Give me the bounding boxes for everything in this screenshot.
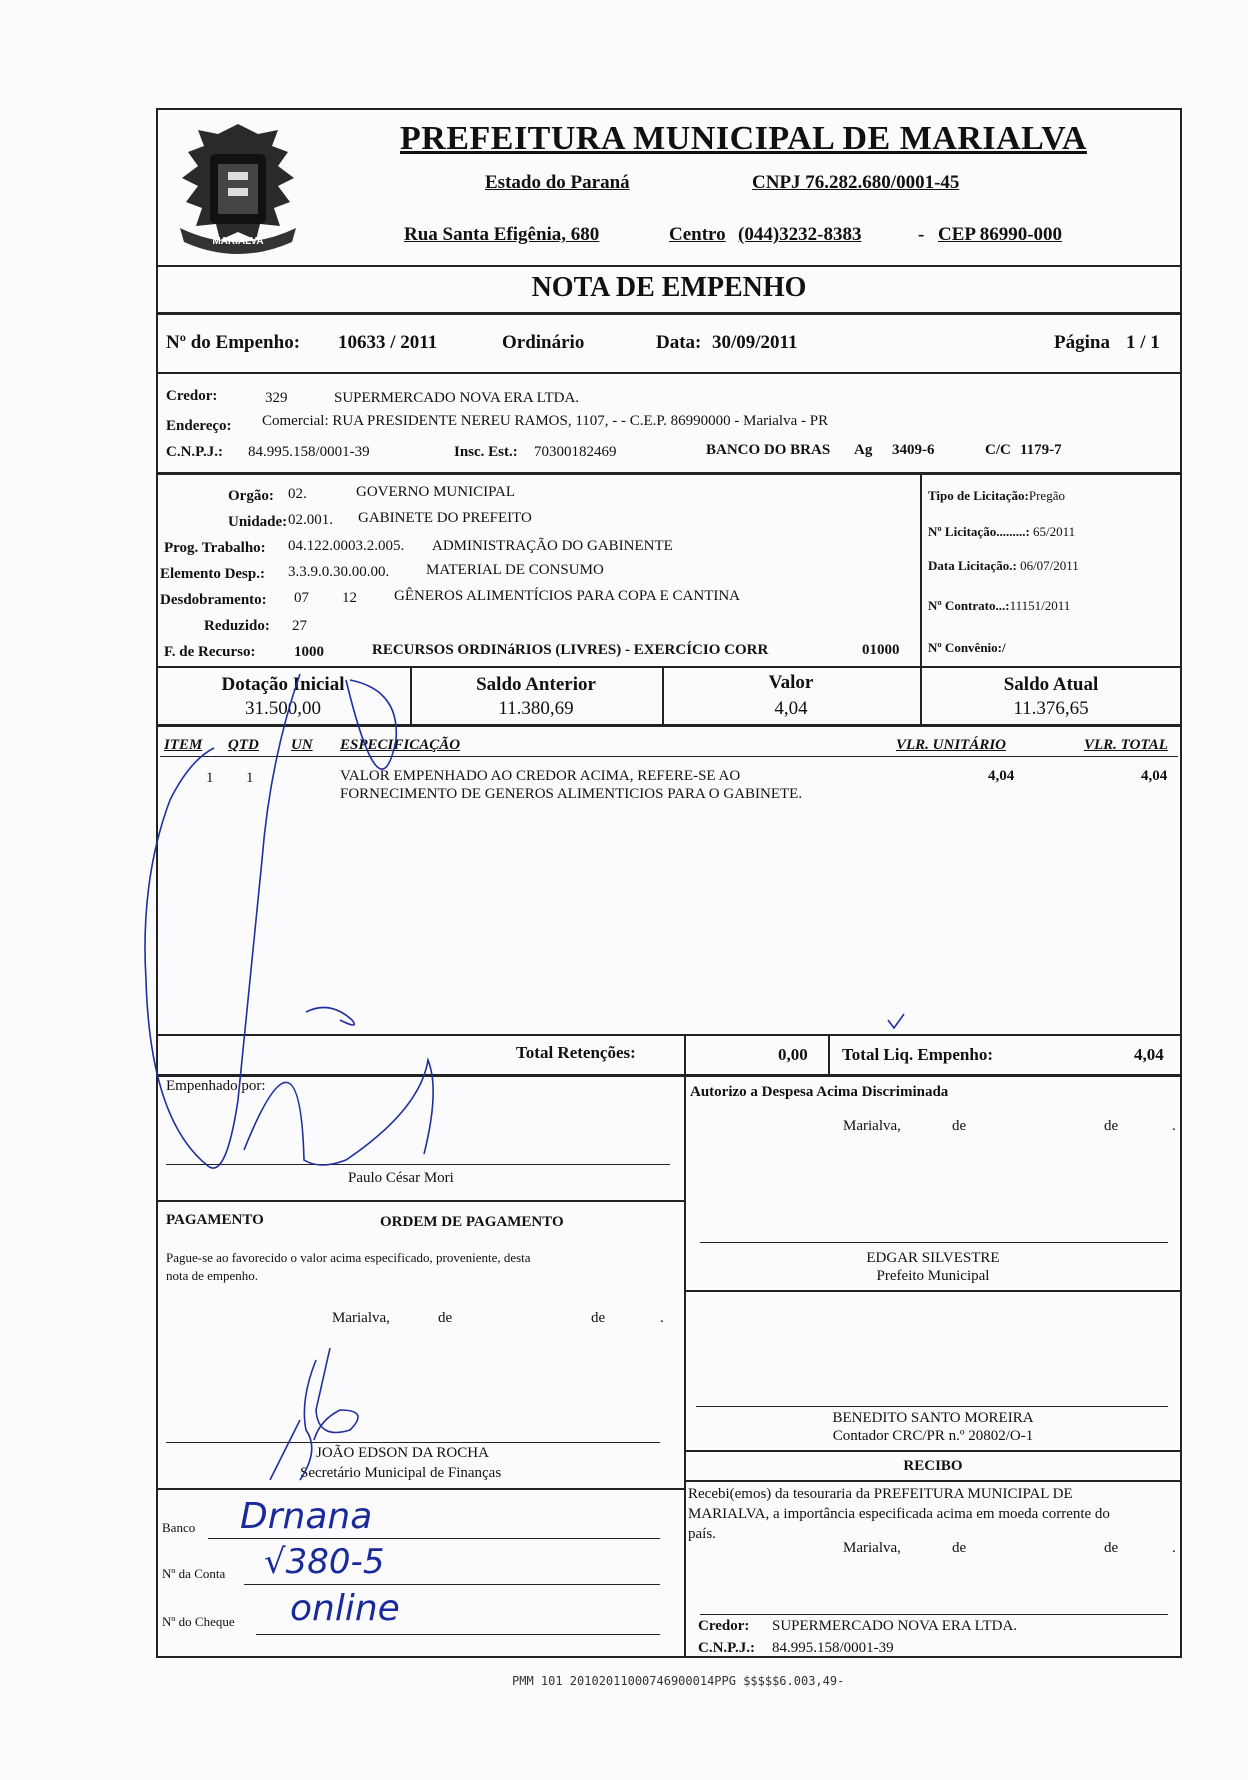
divider — [828, 1034, 830, 1074]
empenhado-name: Paulo César Mori — [348, 1170, 454, 1186]
divider — [156, 1488, 684, 1490]
unidade-name: GABINETE DO PREFEITO — [358, 510, 532, 526]
desdobramento-name: GÊNEROS ALIMENTÍCIOS PARA COPA E CANTINA — [394, 588, 741, 604]
cnpj-text: CNPJ 76.282.680/0001-45 — [752, 172, 960, 193]
pagamento-title: PAGAMENTO — [166, 1212, 264, 1228]
conta-handwritten: √380-5 — [264, 1542, 385, 1582]
cep-text: CEP 86990-000 — [938, 224, 1063, 245]
address-text: Rua Santa Efigênia, 680 — [404, 224, 600, 245]
signature-line — [166, 1442, 660, 1443]
saldo-anterior-label: Saldo Anterior — [476, 674, 596, 695]
desdobramento-sub: 12 — [342, 590, 357, 606]
recibo-credor-name: SUPERMERCADO NOVA ERA LTDA. — [772, 1618, 1018, 1634]
orgao-name: GOVERNO MUNICIPAL — [356, 484, 516, 500]
divider — [684, 1450, 1182, 1452]
recibo-de-1: de — [952, 1540, 967, 1556]
item-vlr-unitario: 4,04 — [988, 768, 1015, 784]
cheque-field-line — [256, 1634, 660, 1635]
pagamento-text-1: Pague-se ao favorecido o valor acima especificado, proveniente, desta — [166, 1250, 531, 1265]
orgao-code: 02. — [288, 486, 307, 502]
credor-cnpj: 84.995.158/0001-39 — [248, 444, 370, 460]
cheque-handwritten: online — [290, 1588, 400, 1629]
ordem-pagamento-title: ORDEM DE PAGAMENTO — [380, 1214, 564, 1230]
credor-label: Credor: — [166, 388, 218, 404]
valor-value: 4,04 — [774, 698, 808, 719]
divider — [156, 1034, 1182, 1036]
divider — [684, 1074, 686, 1658]
ag-label: Ag — [854, 442, 873, 458]
empenho-number: 10633 / 2011 — [338, 332, 438, 353]
saldo-anterior-value: 11.380,69 — [498, 698, 574, 719]
insc-label: Insc. Est.: — [454, 444, 518, 460]
empenhado-label: Empenhado por: — [166, 1078, 266, 1094]
recibo-local: Marialva, — [843, 1540, 901, 1556]
page-number: 1 / 1 — [1126, 332, 1160, 353]
conta-field-line — [244, 1584, 660, 1585]
banco-handwritten: Drnana — [240, 1496, 373, 1537]
item-qtd: 1 — [246, 770, 254, 786]
prog-code: 04.122.0003.2.005. — [288, 538, 405, 554]
contrato-value: 11151/2011 — [1009, 598, 1071, 613]
divider — [156, 1200, 684, 1202]
col-vlr-unitario: VLR. UNITÁRIO — [896, 737, 1007, 753]
recibo-text-1: Recebi(emos) da tesouraria da PREFEITURA MUNICIPAL DE — [688, 1486, 1073, 1502]
item-number: 1 — [206, 770, 214, 786]
cc-value: 1179-7 — [1020, 442, 1062, 458]
divider — [156, 666, 1182, 668]
saldo-atual-label: Saldo Atual — [1003, 674, 1099, 695]
seal-text: MARIALVA — [212, 236, 264, 247]
recibo-cnpj: 84.995.158/0001-39 — [772, 1640, 894, 1656]
divider — [156, 1074, 1182, 1077]
divider — [684, 1034, 686, 1074]
divider — [684, 1290, 1182, 1292]
valor-label: Valor — [768, 672, 814, 693]
prog-label: Prog. Trabalho: — [164, 540, 266, 556]
col-un: UN — [291, 737, 313, 753]
divider — [156, 472, 1182, 475]
district-text: Centro — [669, 224, 726, 245]
credor-address: Comercial: RUA PRESIDENTE NEREU RAMOS, 1107, - - C.E.P. 86990000 - Marialva - PR — [262, 413, 829, 429]
item-espec-line1: VALOR EMPENHADO AO CREDOR ACIMA, REFERE-SE AO — [340, 768, 741, 784]
recibo-text-2: MARIALVA, a importância especificada acima em moeda corrente do — [688, 1506, 1110, 1522]
page-title: PREFEITURA MUNICIPAL DE MARIALVA — [400, 120, 1087, 157]
unidade-code: 02.001. — [288, 512, 333, 528]
municipal-seal — [168, 116, 308, 264]
banco-label: Banco — [162, 1520, 196, 1535]
contrato-label: Nº Contrato...: — [928, 598, 1010, 613]
autorizo-de-2: de — [1104, 1118, 1119, 1134]
insc-value: 70300182469 — [534, 444, 617, 460]
divider — [156, 265, 1182, 267]
doc-title: NOTA DE EMPENHO — [531, 272, 807, 303]
phone-text: (044)3232-8383 — [738, 224, 862, 245]
ag-value: 3409-6 — [892, 442, 935, 458]
cc-label: C/C — [985, 442, 1011, 458]
retencoes-value: 0,00 — [778, 1045, 808, 1064]
pagamento-de-1: de — [438, 1310, 453, 1326]
item-vlr-total: 4,04 — [1141, 768, 1168, 784]
elemento-name: MATERIAL DE CONSUMO — [426, 562, 604, 578]
pagamento-local: Marialva, — [332, 1310, 390, 1326]
banco-field-line — [208, 1538, 660, 1539]
recibo-text-3: país. — [688, 1526, 716, 1542]
recibo-credor-label: Credor: — [698, 1618, 750, 1634]
state-text: Estado do Paraná — [485, 172, 630, 193]
autorizo-text: Autorizo a Despesa Acima Discriminada — [690, 1084, 949, 1100]
header-underline — [160, 756, 1178, 757]
fonte-name: RECURSOS ORDINáRIOS (LIVRES) - EXERCÍCIO CORR — [372, 642, 769, 658]
unidade-label: Unidade: — [228, 514, 288, 530]
pagamento-text-2: nota de empenho. — [166, 1268, 259, 1283]
prefeito-role: Prefeito Municipal — [876, 1268, 990, 1284]
dotacao-label: Dotação Inicial — [221, 674, 345, 695]
col-item: ITEM — [164, 737, 203, 753]
col-especificacao: ESPECIFICAÇÃO — [340, 737, 461, 753]
autorizo-dot: . — [1172, 1118, 1176, 1134]
page-label: Página — [1054, 332, 1110, 353]
num-licitacao-label: Nº Licitação.........: — [928, 524, 1030, 539]
empenho-type: Ordinário — [502, 332, 585, 353]
num-licitacao-value: 65/2011 — [1033, 524, 1076, 539]
footer-code: PMM 101 20102011000746900014PPG $$$$$6.003,49- — [512, 1674, 845, 1688]
divider — [156, 724, 1182, 727]
signature-line — [700, 1614, 1168, 1615]
elemento-label: Elemento Desp.: — [160, 566, 265, 582]
bank-name: BANCO DO BRAS — [706, 442, 831, 458]
fonte-code: 1000 — [294, 644, 324, 660]
dotacao-value: 31.500,00 — [245, 698, 321, 719]
retencoes-label: Total Retenções: — [516, 1043, 636, 1062]
prefeito-name: EDGAR SILVESTRE — [866, 1250, 1000, 1266]
empenho-label: Nº do Empenho: — [166, 332, 301, 353]
contador-name: BENEDITO SANTO MOREIRA — [832, 1410, 1034, 1426]
pagamento-de-2: de — [591, 1310, 606, 1326]
credor-cnpj-label: C.N.P.J.: — [166, 444, 223, 460]
separator-text: - — [918, 224, 925, 245]
data-licitacao-label: Data Licitação.: — [928, 558, 1017, 573]
credor-code: 329 — [265, 390, 288, 406]
liquido-value: 4,04 — [1134, 1045, 1164, 1064]
elemento-code: 3.3.9.0.30.00.00. — [288, 564, 390, 580]
signature-line — [696, 1406, 1168, 1407]
date-label: Data: — [656, 332, 702, 353]
secretario-role: Secretário Municipal de Finanças — [300, 1465, 502, 1481]
data-licitacao-value: 06/07/2011 — [1020, 558, 1079, 573]
secretario-name: JOÃO EDSON DA ROCHA — [316, 1445, 489, 1461]
divider — [684, 1480, 1182, 1482]
desdobramento-label: Desdobramento: — [160, 592, 267, 608]
divider — [156, 312, 1182, 315]
item-espec-line2: FORNECIMENTO DE GENEROS ALIMENTICIOS PARA O GABINETE. — [340, 786, 803, 802]
autorizo-de-1: de — [952, 1118, 967, 1134]
cheque-label: Nº do Cheque — [162, 1614, 235, 1629]
col-vlr-total: VLR. TOTAL — [1084, 737, 1168, 753]
desdobramento-code: 07 — [294, 590, 309, 606]
prog-name: ADMINISTRAÇÃO DO GABINENTE — [432, 538, 673, 554]
credor-name: SUPERMERCADO NOVA ERA LTDA. — [334, 390, 580, 406]
signature-line — [166, 1164, 670, 1165]
divider — [920, 474, 922, 666]
recibo-dot: . — [1172, 1540, 1176, 1556]
col-qtd: QTD — [228, 737, 259, 753]
recibo-cnpj-label: C.N.P.J.: — [698, 1640, 755, 1656]
empenho-date: 30/09/2011 — [712, 332, 798, 353]
address-label: Endereço: — [166, 418, 232, 434]
recibo-title: RECIBO — [903, 1458, 963, 1474]
saldo-atual-value: 11.376,65 — [1013, 698, 1089, 719]
fonte-label: F. de Recurso: — [164, 644, 256, 660]
contador-role: Contador CRC/PR n.º 20802/O-1 — [832, 1428, 1034, 1444]
signature-line — [700, 1242, 1168, 1243]
tipo-licitacao-value: Pregão — [1028, 488, 1065, 503]
convenio-label: Nº Convênio:/ — [928, 640, 1006, 655]
conta-label: Nº da Conta — [162, 1566, 226, 1581]
recibo-de-2: de — [1104, 1540, 1119, 1556]
pagamento-dot: . — [660, 1310, 664, 1326]
fonte-number: 01000 — [862, 642, 900, 658]
reduzido-value: 27 — [292, 618, 307, 634]
orgao-label: Orgão: — [228, 488, 274, 504]
tipo-licitacao-label: Tipo de Licitação: — [928, 488, 1029, 503]
liquido-label: Total Liq. Empenho: — [842, 1045, 993, 1064]
autorizo-local: Marialva, — [843, 1118, 901, 1134]
divider — [156, 372, 1182, 374]
reduzido-label: Reduzido: — [204, 618, 270, 634]
